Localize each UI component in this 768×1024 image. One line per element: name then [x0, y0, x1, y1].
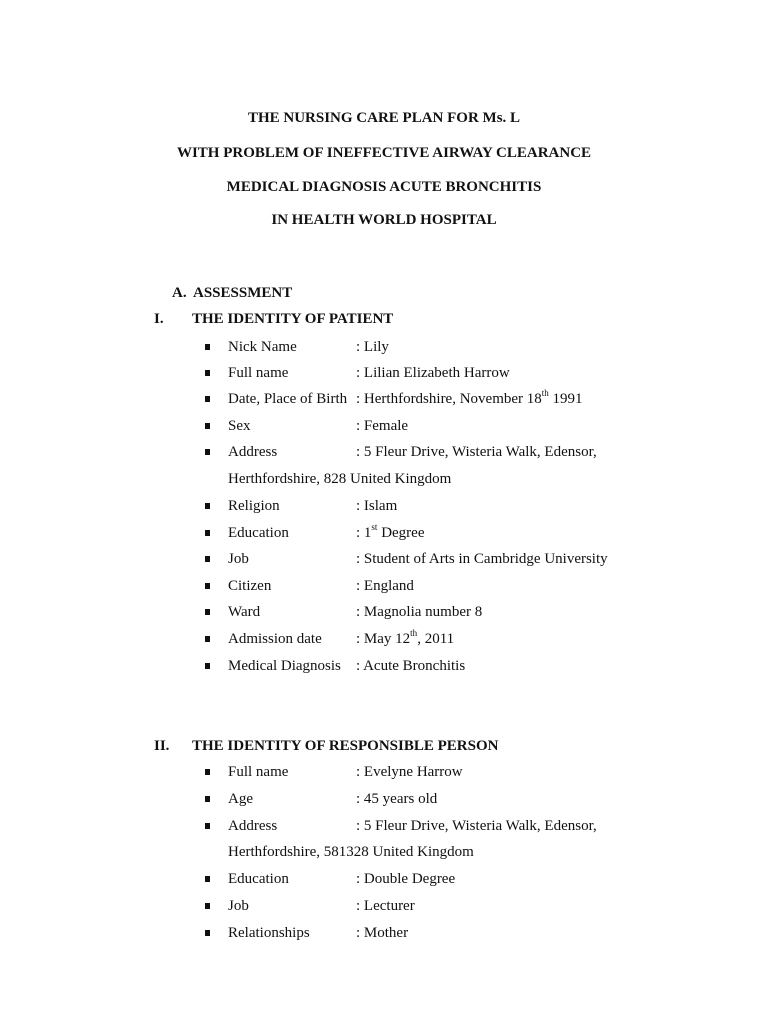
- field-label: Address: [228, 818, 278, 834]
- field-value: : Magnolia number 8: [356, 604, 483, 620]
- field-value-text: : 1: [356, 525, 372, 541]
- ordinal-suffix: th: [541, 388, 549, 398]
- field-value: : Lilian Elizabeth Harrow: [356, 365, 510, 381]
- field-value: : Islam: [356, 498, 398, 514]
- bullet-icon: [205, 556, 210, 562]
- bullet-icon: [205, 663, 210, 669]
- address-continuation: Herthfordshire, 581328 United Kingdom: [228, 844, 474, 860]
- bullet-icon: [205, 449, 210, 455]
- field-label: Ward: [228, 604, 261, 620]
- field-label: Education: [228, 525, 289, 541]
- field-value-text: 1991: [548, 391, 583, 407]
- address-continuation: Herthfordshire, 828 United Kingdom: [228, 471, 452, 487]
- title-line-1: THE NURSING CARE PLAN FOR Ms. L: [247, 110, 521, 126]
- bullet-icon: [205, 609, 210, 615]
- field-label: Date, Place of Birth: [228, 391, 348, 407]
- title-line-3: MEDICAL DIAGNOSIS ACUTE BRONCHITIS: [226, 179, 542, 195]
- field-value: : Female: [356, 418, 409, 434]
- field-value-text: : Herthfordshire, November 18: [356, 391, 542, 407]
- section-2-label: THE IDENTITY OF RESPONSIBLE PERSON: [192, 738, 499, 754]
- title-line-4: IN HEALTH WORLD HOSPITAL: [271, 212, 497, 228]
- field-value: : Acute Bronchitis: [356, 658, 466, 674]
- field-label: Full name: [228, 764, 289, 780]
- field-label: Full name: [228, 365, 289, 381]
- field-label: Address: [228, 444, 278, 460]
- bullet-icon: [205, 370, 210, 376]
- field-value: : 5 Fleur Drive, Wisteria Walk, Edensor,: [356, 444, 597, 460]
- field-label: Job: [228, 551, 249, 567]
- field-label: Medical Diagnosis: [228, 658, 341, 674]
- field-value: : Double Degree: [356, 871, 456, 887]
- bullet-icon: [205, 876, 210, 882]
- section-a-label: ASSESSMENT: [193, 285, 293, 301]
- section-1-label: THE IDENTITY OF PATIENT: [192, 311, 394, 327]
- ordinal-suffix: th: [410, 628, 418, 638]
- bullet-icon: [205, 823, 210, 829]
- field-value: : Lily: [356, 339, 389, 355]
- field-value-text: , 2011: [417, 631, 455, 647]
- field-value-text: Degree: [377, 525, 425, 541]
- field-value: [356, 524, 425, 542]
- field-value: [356, 390, 583, 408]
- field-label: Job: [228, 898, 249, 914]
- title-line-2: WITH PROBLEM OF INEFFECTIVE AIRWAY CLEARANCE: [176, 145, 592, 161]
- bullet-icon: [205, 796, 210, 802]
- section-2-number: II.: [154, 738, 170, 754]
- field-label: Admission date: [228, 631, 322, 647]
- field-value: : Student of Arts in Cambridge University: [356, 551, 608, 567]
- bullet-icon: [205, 769, 210, 775]
- section-a-number: A.: [172, 285, 187, 301]
- bullet-icon: [205, 930, 210, 936]
- bullet-icon: [205, 344, 210, 350]
- bullet-icon: [205, 636, 210, 642]
- bullet-icon: [205, 503, 210, 509]
- ordinal-suffix: st: [371, 522, 378, 532]
- field-label: Religion: [228, 498, 280, 514]
- field-label: Relationships: [228, 925, 310, 941]
- field-value: : England: [356, 578, 414, 594]
- bullet-icon: [205, 583, 210, 589]
- field-label: Age: [228, 791, 253, 807]
- bullet-icon: [205, 530, 210, 536]
- bullet-icon: [205, 903, 210, 909]
- section-1-number: I.: [154, 311, 164, 327]
- field-value: : Evelyne Harrow: [356, 764, 463, 780]
- field-label: Nick Name: [228, 339, 297, 355]
- field-value: : 5 Fleur Drive, Wisteria Walk, Edensor,: [356, 818, 597, 834]
- field-value: : Lecturer: [356, 898, 415, 914]
- field-value: : Mother: [356, 925, 409, 941]
- field-label: Education: [228, 871, 289, 887]
- field-value-text: : May 12: [356, 631, 411, 647]
- field-value: [356, 630, 454, 648]
- field-label: Citizen: [228, 578, 272, 594]
- field-label: Sex: [228, 418, 251, 434]
- bullet-icon: [205, 396, 210, 402]
- field-value: : 45 years old: [356, 791, 438, 807]
- bullet-icon: [205, 423, 210, 429]
